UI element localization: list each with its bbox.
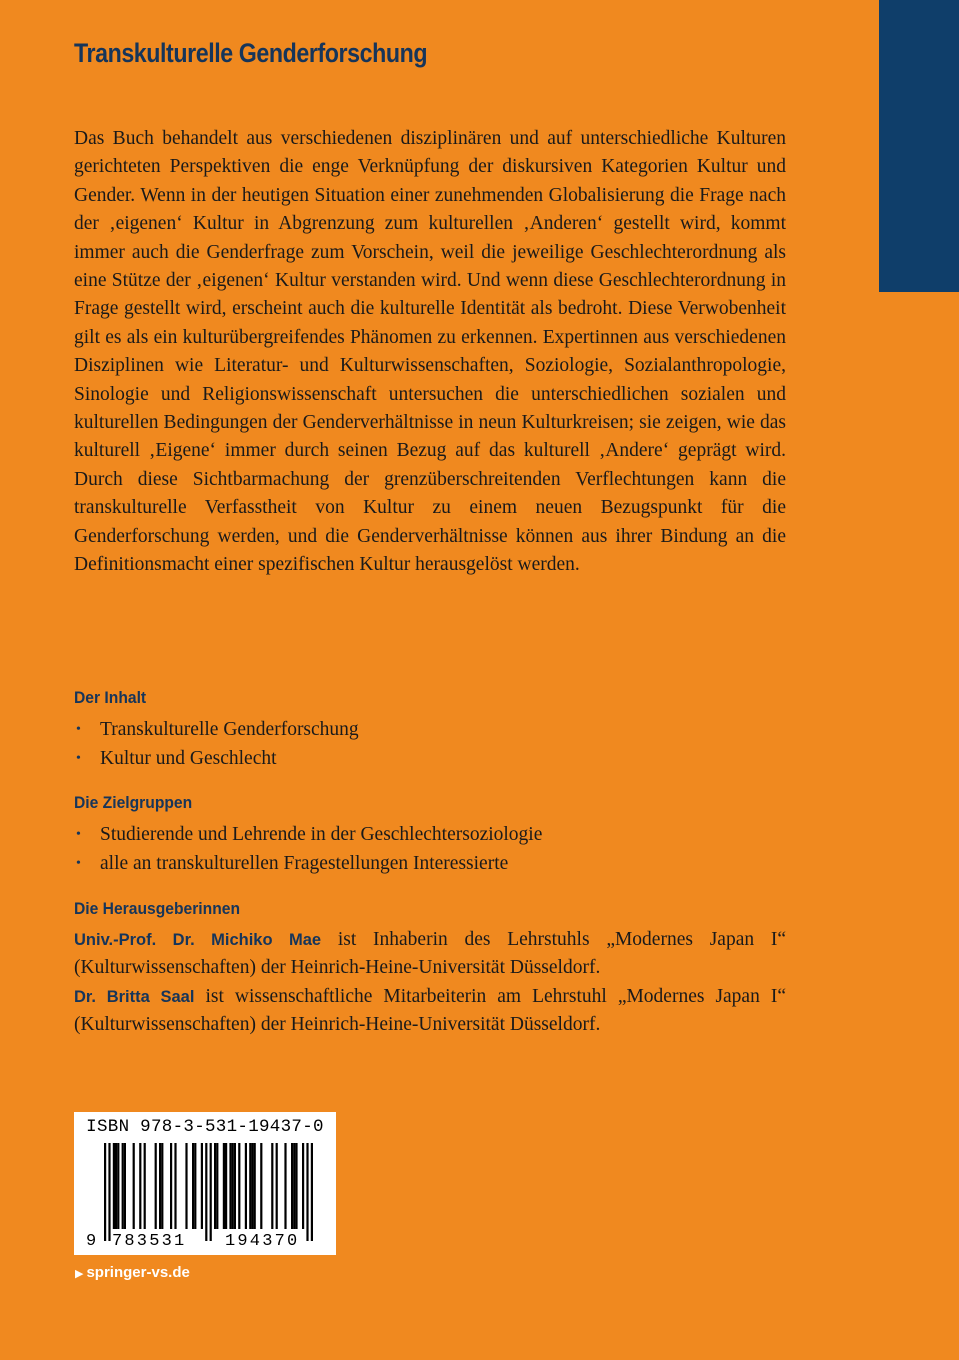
barcode-bar <box>185 1143 187 1229</box>
barcode-bar <box>124 1143 126 1229</box>
editor-description: ist Inhaberin des Lehrstuhls „Modernes Japan I“ (Kulturwissenschaften) der Heinrich-Heine-Universität Düsseldorf. <box>74 929 786 979</box>
barcode-bar <box>245 1143 247 1229</box>
barcode-bar <box>223 1143 225 1229</box>
isbn-label: ISBN 978-3-531-19437-0 <box>86 1117 324 1137</box>
barcode-bar <box>122 1143 124 1229</box>
contents-heading: Der Inhalt <box>74 688 147 707</box>
barcode-bar <box>251 1143 253 1229</box>
audience-heading: Die Zielgruppen <box>74 793 193 812</box>
barcode-bar <box>271 1143 273 1229</box>
barcode-bar <box>192 1143 194 1229</box>
barcode-bar <box>144 1143 146 1229</box>
barcode-bar <box>225 1143 227 1229</box>
editor-bio <box>74 983 786 1040</box>
barcode-bar <box>306 1143 308 1241</box>
barcode-bar <box>115 1143 117 1229</box>
barcode-bar <box>260 1143 262 1229</box>
barcode-bar <box>311 1143 313 1241</box>
barcode-bar <box>194 1143 196 1229</box>
list-item: • alle an transkulturellen Fragestellungen Interessierte <box>74 850 542 879</box>
barcode-bar <box>161 1143 163 1229</box>
barcode-bar <box>139 1143 141 1229</box>
bullet-icon: • <box>76 722 81 737</box>
editor-name: Univ.-Prof. Dr. Michiko Mae <box>74 931 322 949</box>
cover-accent-strip <box>879 0 959 292</box>
barcode-bar <box>108 1143 110 1241</box>
barcode-bar <box>284 1143 286 1229</box>
contents-list <box>74 716 359 773</box>
barcode-panel <box>74 1112 336 1255</box>
barcode-bar <box>155 1143 157 1229</box>
editors-heading: Die Herausgeberinnen <box>74 899 241 918</box>
publisher-url: springer-vs.de <box>86 1264 190 1281</box>
barcode-bar <box>254 1143 256 1229</box>
barcode-bar <box>249 1143 251 1229</box>
barcode-bar <box>293 1143 295 1229</box>
bullet-icon: • <box>76 855 81 871</box>
editor-name: Dr. Britta Saal <box>74 987 195 1006</box>
bullet-icon: • <box>76 827 81 842</box>
barcode-bar <box>113 1143 115 1229</box>
barcode-bar <box>170 1143 172 1229</box>
editor-description: ist wissenschaftliche Mitarbeiterin am Lehrstuhl „Modernes Japan I“ (Kulturwissenschaften) der Heinrich-Heine-Universität Düsseldorf. <box>74 985 786 1036</box>
editor-bio <box>74 926 786 983</box>
barcode-bar <box>214 1143 216 1229</box>
barcode-bar <box>291 1143 293 1229</box>
barcode-bar <box>174 1143 176 1229</box>
barcode-digit-first: 9 <box>86 1232 97 1251</box>
barcode-bar <box>104 1143 106 1241</box>
arrow-right-icon: ▶ <box>75 1268 84 1280</box>
bullet-icon: • <box>76 750 81 766</box>
book-title: Transkulturelle Genderforschung <box>74 38 428 68</box>
barcode-bar <box>295 1143 297 1229</box>
barcode-bar <box>302 1143 304 1229</box>
barcode-bar <box>159 1143 161 1229</box>
barcode-bar <box>210 1143 212 1241</box>
list-item: • Transkulturelle Genderforschung <box>74 716 359 745</box>
barcode-bar <box>234 1143 236 1229</box>
barcode-bar <box>232 1143 234 1229</box>
barcode-bar <box>133 1143 135 1229</box>
barcode-bar <box>205 1143 207 1241</box>
list-item: • Studierende und Lehrende in der Geschlechtersoziologie <box>74 821 542 850</box>
barcode-digits-group2: 194370 <box>225 1232 300 1251</box>
barcode-bar <box>276 1143 278 1229</box>
editors-bios <box>74 926 786 1040</box>
barcode-bar <box>229 1143 231 1229</box>
barcode-bar <box>238 1143 240 1229</box>
barcode-bar <box>117 1143 119 1229</box>
barcode-digits-group1: 783531 <box>112 1232 187 1251</box>
list-item: • Kultur und Geschlecht <box>74 745 359 774</box>
barcode-bar <box>216 1143 218 1229</box>
book-description: Das Buch behandelt aus verschiedenen disziplinären und auf unterschiedliche Kulturen gerichteten Perspektiven die enge Verknüpfung der diskursiven Kategorien Kultur und Gender. Wenn in der heutigen Situation einer zunehmenden Globalisierung die Frage nach der ‚eigenen‘ Kultur in Abgrenzung zum kulturellen ‚Anderen‘ gestellt wird, kommt immer auch die Genderfrage zum Vorschein, weil die jeweilige Geschlechterordnung als eine Stütze der ‚eigenen‘ Kultur verstanden wird. Und wenn diese Geschlechterordnung in Frage gestellt wird, erscheint auch die kulturelle Identität als bedroht. Diese Verwobenheit gilt es als ein kulturübergreifendes Phänomen zu erkennen. Expertinnen aus verschiedenen Disziplinen wie Literatur- und Kulturwissenschaften, Soziologie, Sozialanthropologie, Sinologie und Religionswissenschaft untersuchen die unterschiedlichen sozialen und kulturellen Bedingungen der Genderverhältnisse in neun Kulturkreisen; sie zeigen, wie das kulturell ‚Eigene‘ immer durch seinen Bezug auf das kulturell ‚Andere‘ geprägt wird. Durch diese Sichtbarmachung der grenzüberschreitenden Verflechtungen kann die transkulturelle Verfasstheit von Kultur zu einem neuen Bezugspunkt für die Genderforschung werden, und die Genderverhältnisse können aus ihrer Bindung an die Definitionsmacht einer spezifischen Kultur herausgelöst werden. <box>74 128 786 576</box>
audience-list <box>74 821 542 878</box>
barcode-bar <box>201 1143 203 1229</box>
publisher-link[interactable] <box>75 1264 190 1281</box>
